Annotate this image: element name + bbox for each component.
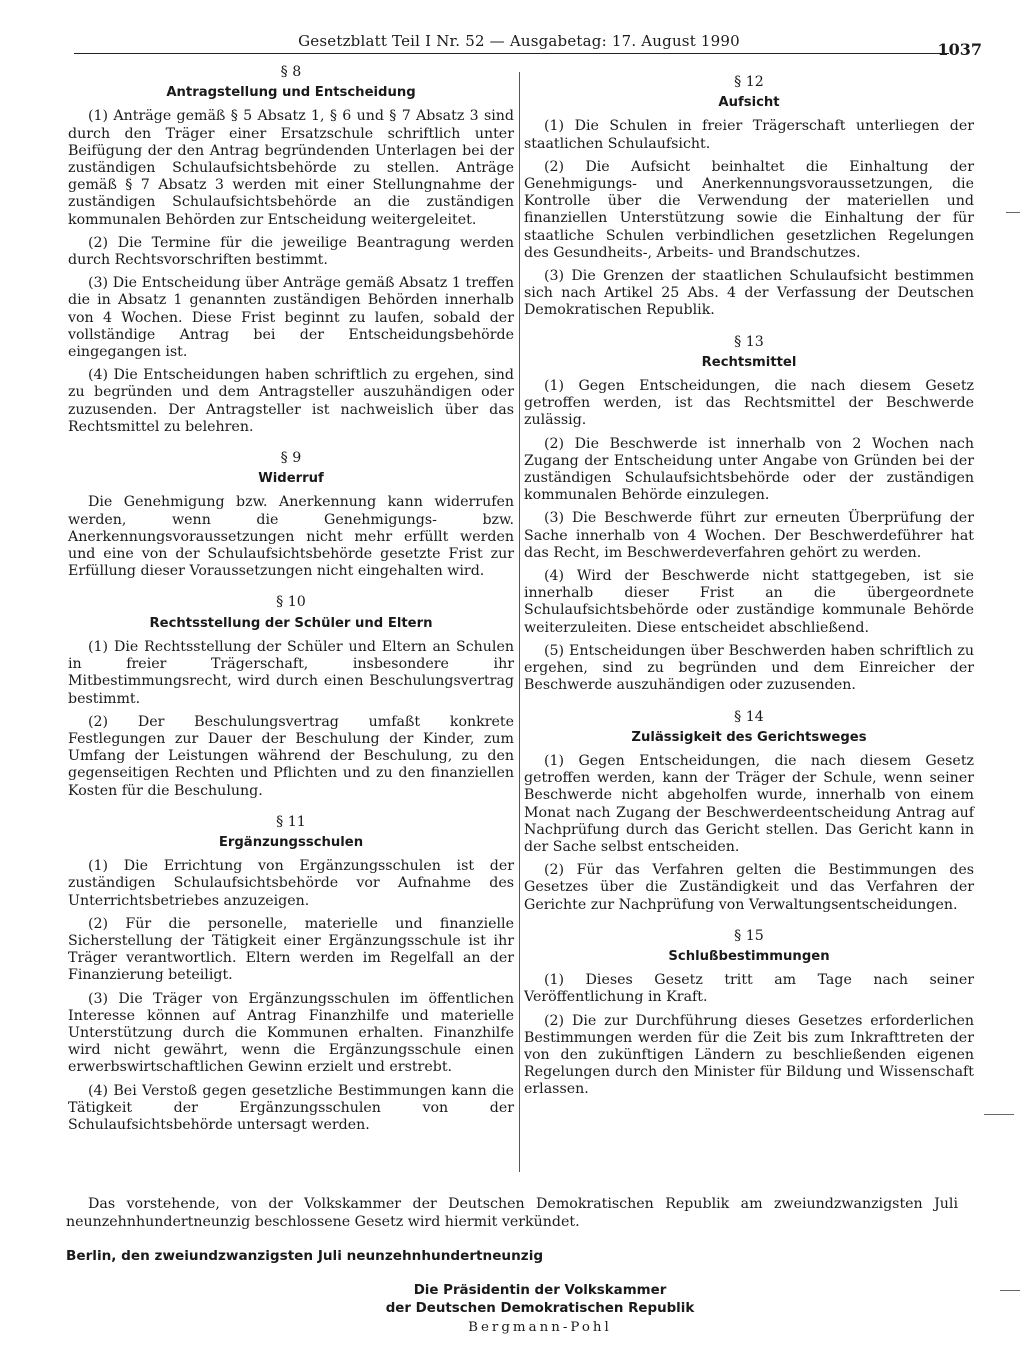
section-paragraph: (2) Die Termine für die jeweilige Beantragung werden durch Rechtsvorschriften bestimmt. bbox=[68, 234, 514, 269]
section-title: Schlußbestimmungen bbox=[668, 948, 830, 964]
section-title: Zulässigkeit des Gerichtsweges bbox=[631, 729, 867, 745]
section-paragraph: (1) Die Schulen in freier Trägerschaft unterliegen der staatlichen Schulaufsicht. bbox=[524, 118, 974, 152]
section-paragraph: (5) Entscheidungen über Beschwerden haben schriftlich zu ergehen, sind zu begründen und dem Einreicher der Beschwerde auszuhändigen oder zuzusenden. bbox=[524, 642, 974, 694]
section bbox=[68, 64, 514, 436]
section-paragraph: (1) Die Errichtung von Ergänzungsschulen ist der zuständigen Schulaufsichtsbehörde vor Aufnahme des Unterrichtsbetriebes anzuzeigen. bbox=[68, 858, 514, 909]
place-date: Berlin, den zweiundzwanzigsten Juli neunzehnhundertneunzig bbox=[66, 1248, 544, 1264]
section-paragraph: (4) Die Entscheidungen haben schriftlich zu ergehen, sind zu begründen und dem Antragsteller auszuhändigen oder zuzusenden. Der Antragsteller ist nachweislich über das Rechtsmittel zu belehren. bbox=[68, 367, 514, 435]
header-rule bbox=[74, 53, 949, 54]
section-number: § 12 bbox=[734, 74, 764, 90]
section-paragraph: (2) Die Aufsicht beinhaltet die Einhaltung der Genehmigungs- und Anerkennungsvoraussetzungen, die Kontrolle über die Verwendung der materiellen und finanziellen Unterstützung sowie die Einhaltung der für staatliche Schulen verbindlichen gesetzlichen Regelungen des Gesundheits-, Arbeits- und Brandschutzes. bbox=[524, 158, 974, 261]
section-paragraph: (1) Die Rechtsstellung der Schüler und Eltern an Schulen in freier Trägerschaft, insbesondere ihr Mitbestimmungsrecht, wird durch einen Beschulungsvertrag bestimmt. bbox=[68, 638, 514, 707]
section-paragraph: (2) Für das Verfahren gelten die Bestimmungen des Gesetzes über die Zuständigkeit und das Verfahren der Gerichte zur Nachprüfung von Verwaltungsentscheidungen. bbox=[524, 862, 974, 913]
promulgation-text: Das vorstehende, von der Volkskammer der Deutschen Demokratischen Republik am zweiundzwanzigsten Juli neunzehnhundertneunzig beschlossene Gesetz wird hiermit verkündet. bbox=[66, 1196, 958, 1230]
left-column bbox=[68, 64, 514, 1140]
section-paragraph: (4) Wird der Beschwerde nicht stattgegeben, ist sie innerhalb dieser Frist an die übergeordnete Schulaufsichtsbehörde oder zuständige kommunale Behörde weiterzuleiten. Diese entscheidet abschließend. bbox=[524, 568, 974, 636]
section-paragraph: (4) Bei Verstoß gegen gesetzliche Bestimmungen kann die Tätigkeit der Ergänzungsschulen von der Schulaufsichtsbehörde untersagt werden. bbox=[68, 1082, 514, 1133]
section-paragraph: (2) Der Beschulungsvertrag umfaßt konkrete Festlegungen zur Dauer der Beschulung der Kinder, zum Umfang der Leistungen während der Beschulung, zu den gegenseitigen Rechten und Pflichten und zu den finanziellen Kosten für die Beschulung. bbox=[68, 713, 514, 799]
margin-mark bbox=[1006, 212, 1020, 213]
section-title: Widerruf bbox=[258, 471, 324, 487]
section-paragraph: (1) Gegen Entscheidungen, die nach diesem Gesetz getroffen werden, kann der Träger der Schule, wenn seiner Beschwerde nicht abgeholfen wurde, innerhalb von einem Monat nach Zugang der Beschwerdeentscheidung Antrag auf Nachprüfung durch das Gericht stellen. Das Gericht kann in der Sache selbst entscheiden. bbox=[524, 752, 974, 855]
header-title: Gesetzblatt Teil I Nr. 52 — Ausgabetag: 17. August 1990 bbox=[298, 32, 740, 50]
section bbox=[68, 594, 514, 799]
section-title: Rechtsmittel bbox=[701, 354, 797, 370]
section-paragraph: (2) Die zur Durchführung dieses Gesetzes erforderlichen Bestimmungen werden für die Zeit bis zum Inkrafttreten der von den zukünftigen Ländern zu beschließenden eigenen Regelungen durch den Minister für Bildung und Wissenschaft erlassen. bbox=[524, 1012, 974, 1098]
right-column bbox=[524, 74, 974, 1105]
section-number: § 14 bbox=[734, 708, 764, 725]
section bbox=[68, 814, 514, 1134]
section-paragraph: (1) Anträge gemäß § 5 Absatz 1, § 6 und § 7 Absatz 3 sind durch den Träger einer Ersatzschule schriftlich unter Beifügung der den Antrag begründenden Unterlagen bei der zuständigen Schulaufsichtsbehörde zu stellen. Anträge gemäß § 7 Absatz 3 werden mit einer Stellungnahme der zuständigen Schulaufsichtsbehörde an die zuständigen kommunalen Behörden zur Entscheidung weitergeleitet. bbox=[68, 108, 514, 228]
section-paragraph: (1) Gegen Entscheidungen, die nach diesem Gesetz getroffen werden, ist das Rechtsmittel der Beschwerde zulässig. bbox=[524, 378, 974, 429]
section-paragraph: (3) Die Entscheidung über Anträge gemäß Absatz 1 treffen die in Absatz 1 genannten zuständigen Behörden innerhalb von 4 Wochen. Diese Frist beginnt zu laufen, sobald der vollständige Antrag bei der Entscheidungsbehörde eingegangen ist. bbox=[68, 275, 514, 361]
section-number: § 15 bbox=[734, 927, 764, 944]
section-paragraph: (2) Für die personelle, materielle und finanzielle Sicherstellung der Tätigkeit einer Ergänzungsschule ist ihr Träger verantwortlich. Eltern werden im Regelfall an der Finanzierung beteiligt. bbox=[68, 915, 514, 984]
section-title: Ergänzungsschulen bbox=[218, 834, 364, 850]
section-number: § 13 bbox=[734, 333, 764, 350]
section-paragraph: (2) Die Beschwerde ist innerhalb von 2 Wochen nach Zugang der Entscheidung unter Angabe von Gründen bei der zuständigen Schulaufsichtsbehörde oder der zuständigen kommunalen Behörde einzulegen. bbox=[524, 435, 974, 504]
signature-title-line2: der Deutschen Demokratischen Republik bbox=[385, 1301, 695, 1316]
page-header bbox=[74, 32, 982, 64]
section bbox=[68, 450, 514, 580]
column-divider bbox=[519, 72, 520, 1172]
section-title: Antragstellung und Entscheidung bbox=[166, 85, 416, 101]
section-paragraph: Die Genehmigung bzw. Anerkennung kann widerrufen werden, wenn die Genehmigungs- bzw. Anerkennungsvoraussetzungen nicht mehr erfüllt werden und eine von der Schulaufsichtsbehörde gesetzte Frist zur Erfüllung dieser Voraussetzungen nicht eingehalten wird. bbox=[68, 494, 514, 580]
section-number: § 9 bbox=[280, 450, 302, 467]
signature-title-line1: Die Präsidentin der Volkskammer bbox=[413, 1283, 667, 1298]
section-title: Rechtsstellung der Schüler und Eltern bbox=[149, 615, 433, 631]
section-paragraph: (1) Dieses Gesetz tritt am Tage nach seiner Veröffentlichung in Kraft. bbox=[524, 972, 974, 1006]
page-number: 1037 bbox=[937, 40, 982, 59]
margin-mark bbox=[1000, 1290, 1020, 1291]
section-number: § 11 bbox=[276, 813, 306, 830]
margin-mark bbox=[984, 1114, 1014, 1115]
section-paragraph: (3) Die Träger von Ergänzungsschulen im öffentlichen Interesse können auf Antrag Finanzhilfe und materielle Unterstützung durch die Kommunen erhalten. Finanzhilfe wird nicht gewährt, wenn die Ergänzungsschule einen erwerbswirtschaftlichen Gewinn erzielt und erstrebt. bbox=[68, 990, 514, 1076]
section bbox=[524, 928, 974, 1099]
section bbox=[524, 334, 974, 695]
signature-name: Bergmann-Pohl bbox=[468, 1320, 612, 1335]
section-paragraph: (3) Die Grenzen der staatlichen Schulaufsicht bestimmen sich nach Artikel 25 Abs. 4 der Verfassung der Deutschen Demokratischen Republik. bbox=[524, 268, 974, 319]
section-number: § 10 bbox=[276, 594, 306, 611]
section-number: § 8 bbox=[280, 64, 302, 80]
section bbox=[524, 709, 974, 914]
section-title: Aufsicht bbox=[718, 95, 780, 111]
section-paragraph: (3) Die Beschwerde führt zur erneuten Überprüfung der Sache innerhalb von 4 Wochen. Der Beschwerdeführer hat das Recht, im Beschwerdeverfahren gehört zu werden. bbox=[524, 510, 974, 561]
section bbox=[524, 74, 974, 320]
